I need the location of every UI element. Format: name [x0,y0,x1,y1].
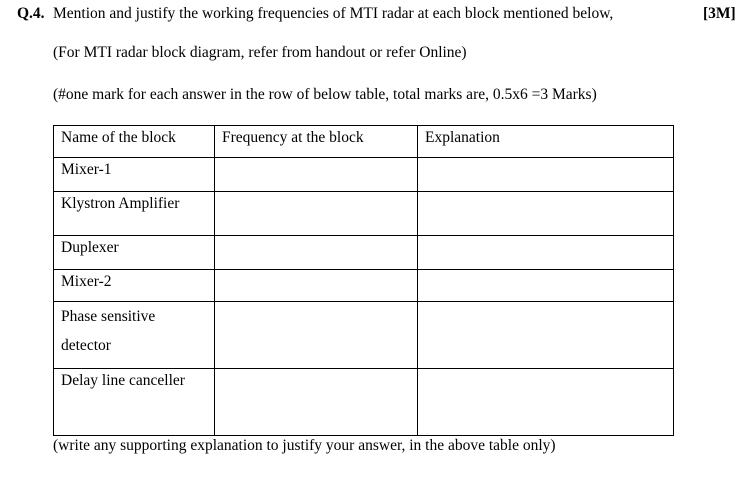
block-name-cell: Duplexer [54,236,215,270]
block-name-cell: Delay line canceller [54,369,215,436]
explanation-cell[interactable] [418,369,674,436]
header-cell: Explanation [418,126,674,158]
marking-note: (#one mark for each answer in the row of below table, total marks are, 0.5x6 =3 Marks) [53,86,597,103]
table-row [54,270,674,302]
block-name-line: Phase sensitive [61,308,156,325]
table-row [54,236,674,270]
frequency-cell[interactable] [215,270,418,302]
explanation-cell[interactable] [418,270,674,302]
explanation-cell[interactable] [418,302,674,369]
question-number: Q.4. [17,5,45,22]
block-name-cell: Klystron Amplifier [54,192,215,236]
block-name-cell: Mixer-2 [54,270,215,302]
block-name-cell: Mixer-1 [54,158,215,192]
frequency-cell[interactable] [215,369,418,436]
block-name-cell [54,302,215,369]
explanation-cell[interactable] [418,236,674,270]
explanation-cell[interactable] [418,192,674,236]
header-cell: Name of the block [54,126,215,158]
table-row [54,158,674,192]
question-marks: [3M] [703,5,736,22]
explanation-cell[interactable] [418,158,674,192]
frequency-cell[interactable] [215,158,418,192]
reference-note: (For MTI radar block diagram, refer from handout or refer Online) [53,44,467,61]
footer-instruction: (write any supporting explanation to justify your answer, in the above table only) [53,437,556,454]
table-header-row [54,126,674,158]
frequency-cell[interactable] [215,302,418,369]
table-row [54,302,674,369]
header-cell: Frequency at the block [215,126,418,158]
question-text: Mention and justify the working frequencies of MTI radar at each block mentioned below, [53,5,614,22]
frequency-cell[interactable] [215,236,418,270]
table-row [54,192,674,236]
answer-table [53,125,674,436]
frequency-cell[interactable] [215,192,418,236]
block-name-line: detector [61,337,111,354]
table-row [54,369,674,436]
